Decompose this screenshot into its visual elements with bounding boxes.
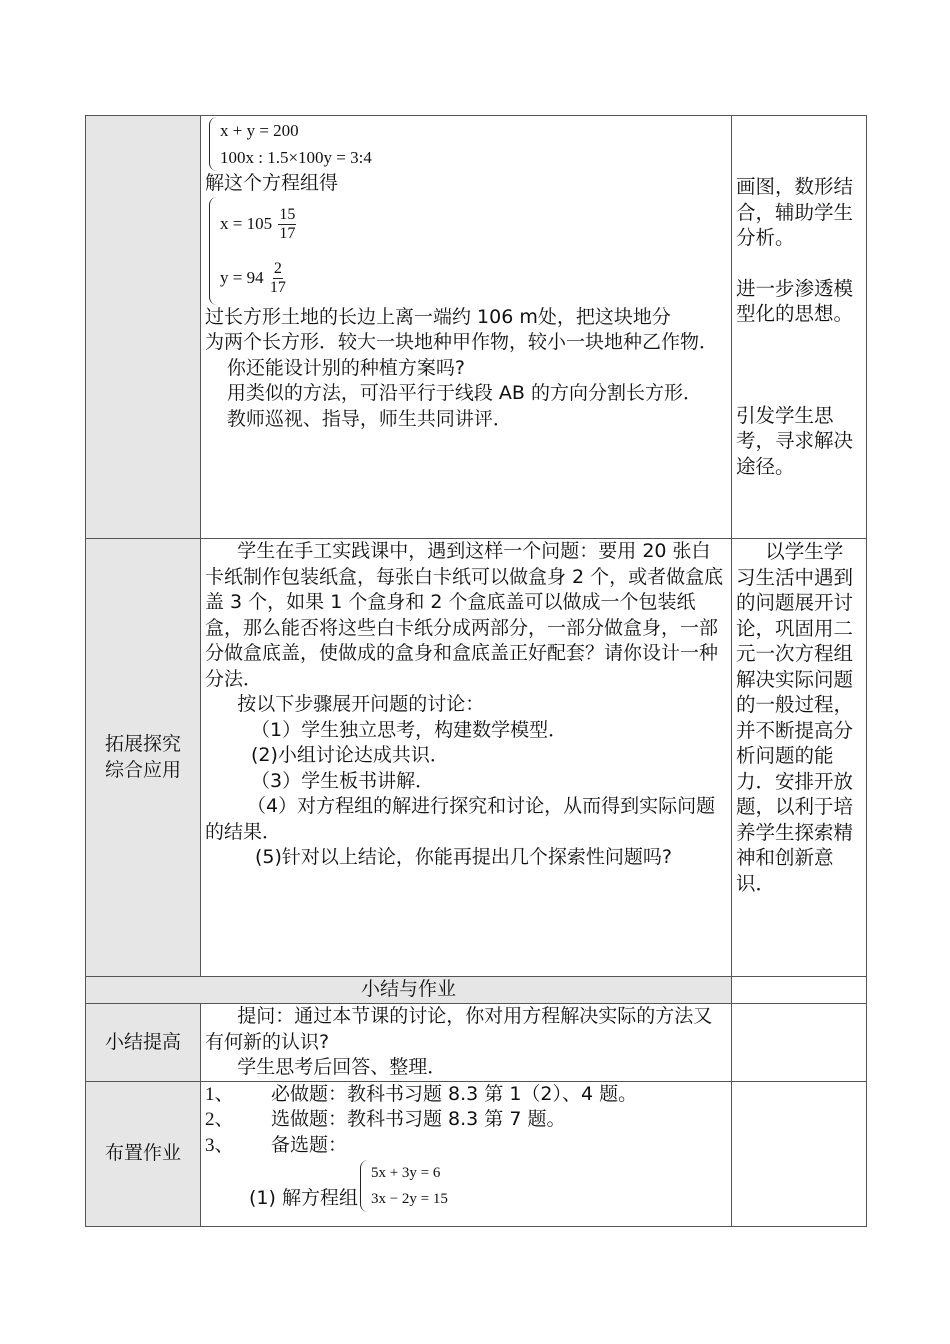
row-label: 布置作业 [86, 1081, 201, 1226]
step: （1）学生独立思考，构建数学模型． [251, 718, 568, 741]
content-cell [201, 116, 732, 539]
equation: 100x : 1.5×100y = 3:4 [220, 148, 372, 167]
homework-item [205, 1082, 727, 1108]
solution-system [209, 197, 727, 305]
row-label [86, 539, 201, 977]
note-cell [732, 116, 867, 539]
problem-text: 学生在手工实践课中，遇到这样一个问题：要用 20 张白卡纸制作包装纸盒，每张白卡纸可以做盒身 2 个，或者做盒底盖 3 个，如果 1 个盒身和 2 个盒底盖可以做成一个包装纸盒，那么能否将这些白卡纸分成两部分，一部分做盒身，一部分做盒底盖，使做成的盒身和盒底盖正好配套？请你设计一种分法． [205, 540, 724, 690]
fraction [270, 260, 286, 297]
solution-x [220, 197, 296, 251]
note: 画图，数形结合，辅助学生分析。 [736, 175, 854, 249]
paragraph: 提问：通过本节课的讨论，你对用方程解决实际的方法又有何新的认识? [205, 1005, 713, 1053]
note: 进一步渗透模型化的思想。 [736, 276, 854, 325]
row-summary [86, 1004, 867, 1082]
equation-system-1 [209, 117, 727, 171]
solve-text: 解这个方程组得 [205, 172, 339, 194]
note: 引发学生思考，寻求解决途径。 [736, 403, 854, 478]
section-header-row [86, 977, 867, 1004]
label-line: 拓展探究 [104, 733, 181, 755]
lesson-plan-table [85, 115, 867, 1227]
item-number: 3、 [205, 1134, 234, 1156]
item-number: 1、 [205, 1083, 234, 1105]
row-extension [86, 539, 867, 977]
row-solution [86, 116, 867, 539]
denominator: 17 [279, 225, 296, 243]
equation: 3x − 2y = 15 [370, 1191, 448, 1207]
solution-y-whole: y = 94 [220, 267, 264, 287]
section-title: 小结与作业 [86, 977, 732, 1004]
item-number: 2、 [205, 1109, 234, 1130]
step: (2)小组讨论达成共识． [251, 744, 449, 766]
paragraph: 为两个长方形．较大一块地种甲作物，较小一块地种乙作物． [205, 331, 719, 353]
content-cell [201, 1004, 732, 1082]
brace-icon [209, 117, 218, 171]
content-cell [201, 539, 732, 977]
paragraph: 教师巡视、指导，师生共同讲评． [226, 407, 512, 430]
steps-intro: 按以下步骤展开问题的讨论： [237, 693, 485, 715]
step: (5)针对以上结论，你能再提出几个探索性问题吗? [255, 846, 672, 868]
fraction [278, 206, 296, 243]
denominator: 17 [269, 279, 286, 297]
note-cell [732, 539, 867, 977]
equation-system [360, 1160, 448, 1212]
step: （4）对方程组的解进行探究和讨论，从而得到实际问题的结果． [205, 795, 716, 843]
step: （3）学生板书讲解． [251, 769, 435, 792]
item-text: 备选题： [271, 1133, 348, 1156]
content-cell [201, 1081, 732, 1226]
equation: x + y = 200 [220, 121, 299, 140]
empty-cell [732, 1081, 867, 1226]
numerator: 15 [279, 206, 296, 224]
sub-label: (1) 解方程组 [249, 1186, 358, 1209]
paragraph: 你还能设计别的种植方案吗? [226, 356, 465, 379]
item-text: 必做题：教科书习题 8.3 第 1（2）、4 题。 [271, 1082, 638, 1105]
label-line: 综合应用 [104, 758, 181, 781]
empty-cell [732, 1004, 867, 1082]
homework-item [205, 1107, 727, 1133]
brace-icon [360, 1160, 369, 1212]
empty-cell [732, 977, 867, 1004]
row-homework [86, 1081, 867, 1226]
paragraph: 学生思考后回答、整理． [237, 1056, 447, 1078]
paragraph: 过长方形土地的长边上离一端约 106 m处，把这块地分 [205, 305, 671, 328]
solution-x-whole: x = 105 [220, 213, 273, 233]
solution-y [220, 251, 296, 305]
row-label: 小结提高 [86, 1004, 201, 1082]
note: 以学生学习生活中遇到的问题展开讨论，巩固用二元一次方程组解决实际问题的一般过程，并不断提高分析问题的能力．安排开放题，以利于培养学生探索精神和创新意识． [736, 540, 854, 895]
numerator: 2 [273, 260, 282, 278]
equation: 5x + 3y = 6 [370, 1165, 441, 1181]
brace-icon [209, 197, 218, 305]
row-label-empty [86, 116, 201, 539]
equation-block [205, 1160, 727, 1212]
homework-item [205, 1133, 727, 1159]
item-text: 选做题：教科书习题 8.3 第 7 题。 [271, 1108, 566, 1130]
paragraph: 用类似的方法，可沿平行于线段 AB 的方向分割长方形． [226, 382, 702, 404]
